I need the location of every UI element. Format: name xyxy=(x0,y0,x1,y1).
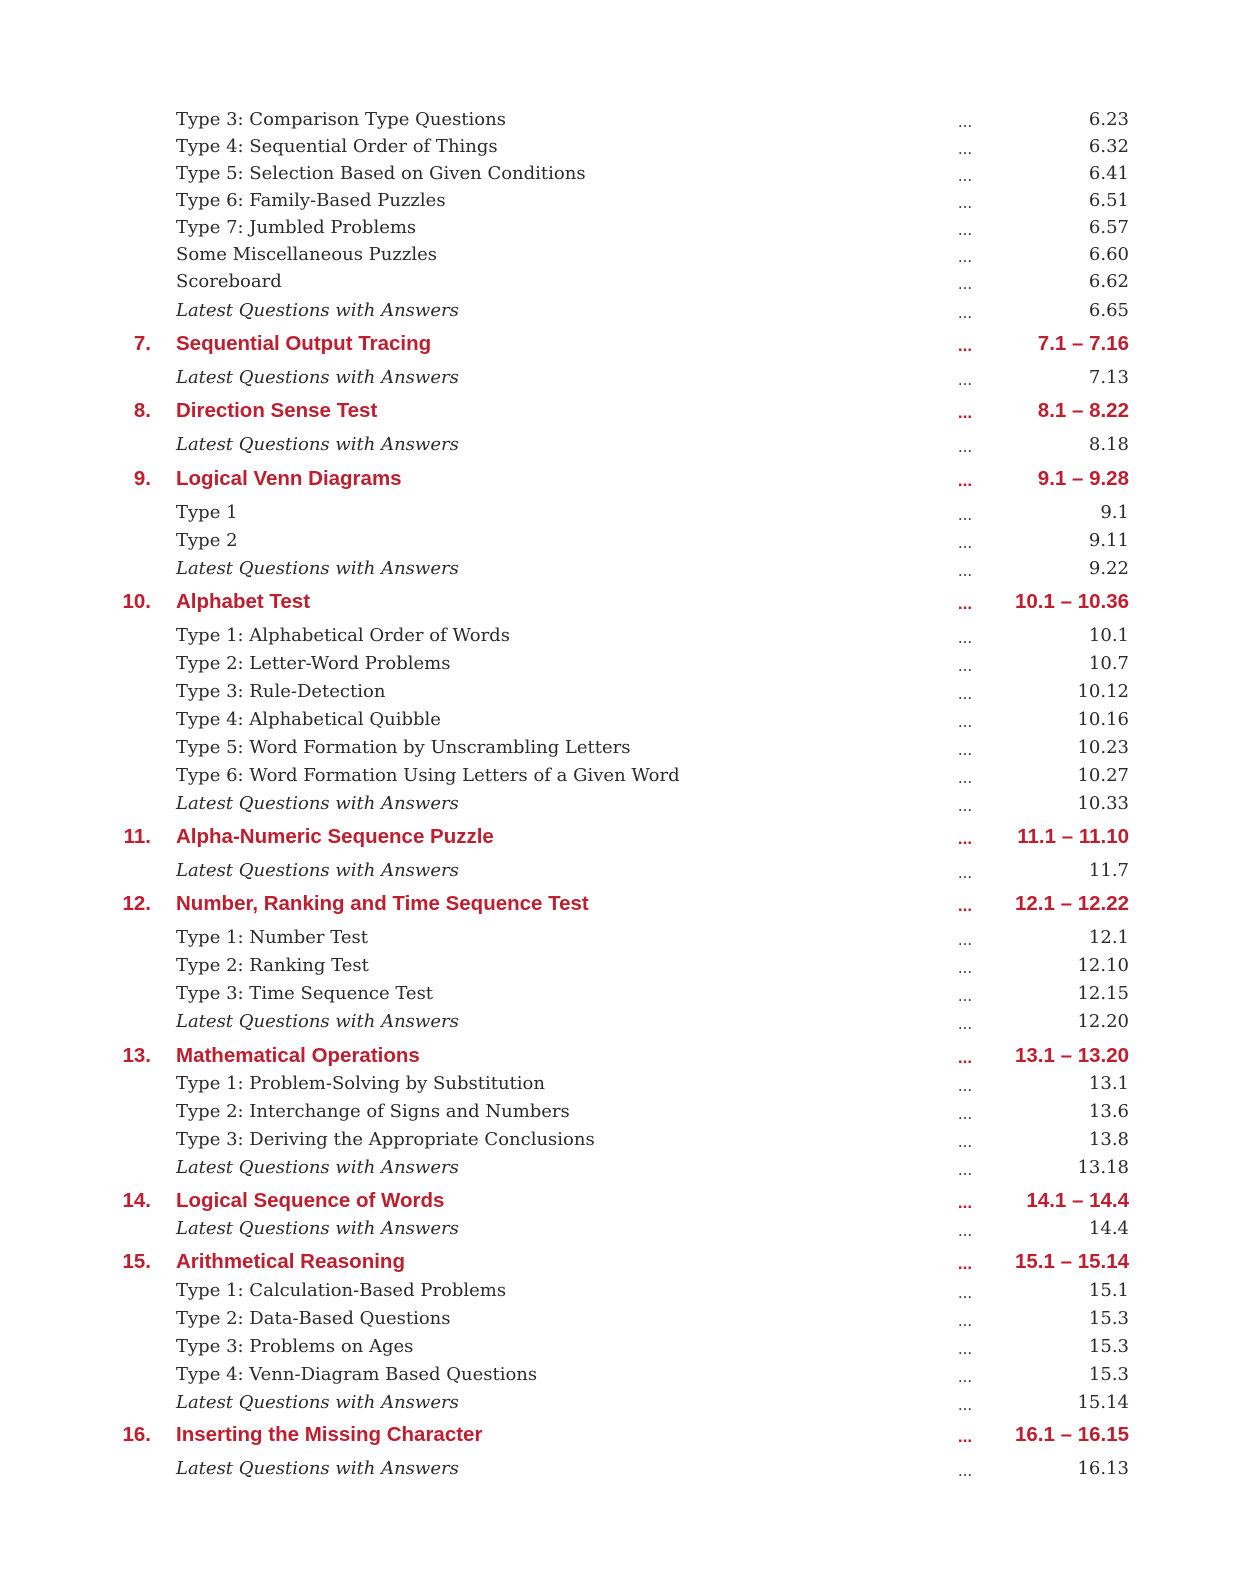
chapter-number: 10. xyxy=(122,590,151,613)
page-number: 13.1 xyxy=(1088,1073,1129,1094)
entry-title: Type 6: Family-Based Puzzles xyxy=(176,190,446,211)
leader-dots: ... xyxy=(957,741,973,759)
page-number: 10.16 xyxy=(1077,709,1129,730)
toc-entry-row xyxy=(0,857,1241,885)
entry-title: Type 2: Data-Based Questions xyxy=(176,1308,451,1329)
chapter-title: Arithmetical Reasoning xyxy=(176,1250,405,1273)
leader-dots: ... xyxy=(957,713,973,731)
page-number: 13.18 xyxy=(1077,1157,1129,1178)
leader-dots: ... xyxy=(957,336,973,355)
entry-title: Type 1: Problem-Solving by Substitution xyxy=(176,1073,545,1094)
entry-title: Type 1: Calculation-Based Problems xyxy=(176,1280,507,1301)
page-number: 12.20 xyxy=(1077,1011,1129,1032)
leader-dots: ... xyxy=(957,1222,973,1240)
entry-title: Type 1: Alphabetical Order of Words xyxy=(176,625,510,646)
entry-title: Type 5: Word Formation by Unscrambling Letters xyxy=(176,737,631,758)
leader-dots: ... xyxy=(957,1462,973,1480)
toc-chapter-row xyxy=(0,397,1241,425)
toc-entry-row xyxy=(0,268,1241,296)
toc-entry-row xyxy=(0,364,1241,392)
leader-dots: ... xyxy=(957,304,973,322)
page-range: 13.1 – 13.20 xyxy=(1015,1044,1129,1067)
toc-entry-row xyxy=(0,106,1241,134)
page-number: 6.23 xyxy=(1088,109,1129,130)
page-number: 10.23 xyxy=(1077,737,1129,758)
chapter-number: 9. xyxy=(133,467,151,490)
toc-entry-row xyxy=(0,924,1241,952)
leader-dots: ... xyxy=(957,896,973,915)
page-number: 9.22 xyxy=(1088,558,1129,579)
entry-title: Scoreboard xyxy=(176,271,282,292)
page-number: 13.6 xyxy=(1088,1101,1129,1122)
toc-entry-row xyxy=(0,952,1241,980)
entry-title: Latest Questions with Answers xyxy=(176,1011,459,1032)
leader-dots: ... xyxy=(957,959,973,977)
toc-entry-row xyxy=(0,1455,1241,1483)
chapter-number: 15. xyxy=(122,1250,151,1273)
page-number: 15.14 xyxy=(1077,1392,1129,1413)
toc-entry-row xyxy=(0,214,1241,242)
toc-entry-row xyxy=(0,1215,1241,1243)
leader-dots: ... xyxy=(957,797,973,815)
toc-entry-row xyxy=(0,160,1241,188)
toc-entry-row xyxy=(0,762,1241,790)
chapter-number: 13. xyxy=(122,1044,151,1067)
toc-entry-row xyxy=(0,1277,1241,1305)
page-range: 10.1 – 10.36 xyxy=(1015,590,1129,613)
entry-title: Latest Questions with Answers xyxy=(176,558,459,579)
entry-title: Type 3: Time Sequence Test xyxy=(176,983,434,1004)
page-number: 6.60 xyxy=(1088,244,1129,265)
toc-chapter-row xyxy=(0,1042,1241,1070)
page-range: 14.1 – 14.4 xyxy=(1026,1189,1129,1212)
page-number: 7.13 xyxy=(1088,367,1129,388)
toc-chapter-row xyxy=(0,1187,1241,1215)
entry-title: Type 3: Rule-Detection xyxy=(176,681,386,702)
chapter-title: Logical Venn Diagrams xyxy=(176,467,402,490)
toc-entry-row xyxy=(0,1098,1241,1126)
page-number: 10.33 xyxy=(1077,793,1129,814)
leader-dots: ... xyxy=(957,275,973,293)
toc-chapter-row xyxy=(0,890,1241,918)
entry-title: Type 4: Alphabetical Quibble xyxy=(176,709,441,730)
leader-dots: ... xyxy=(957,534,973,552)
chapter-title: Alpha-Numeric Sequence Puzzle xyxy=(176,825,494,848)
toc-chapter-row xyxy=(0,1248,1241,1276)
page-number: 10.12 xyxy=(1077,681,1129,702)
entry-title: Type 6: Word Formation Using Letters of a Given Word xyxy=(176,765,680,786)
page-number: 10.7 xyxy=(1088,653,1129,674)
leader-dots: ... xyxy=(957,657,973,675)
leader-dots: ... xyxy=(957,1077,973,1095)
leader-dots: ... xyxy=(957,1312,973,1330)
page-number: 15.3 xyxy=(1088,1308,1129,1329)
page-range: 7.1 – 7.16 xyxy=(1037,332,1129,355)
leader-dots: ... xyxy=(957,1254,973,1273)
leader-dots: ... xyxy=(957,506,973,524)
toc-entry-row xyxy=(0,1154,1241,1182)
page-range: 15.1 – 15.14 xyxy=(1015,1250,1129,1273)
entry-title: Some Miscellaneous Puzzles xyxy=(176,244,437,265)
leader-dots: ... xyxy=(957,167,973,185)
leader-dots: ... xyxy=(957,987,973,1005)
page-number: 16.13 xyxy=(1077,1458,1129,1479)
entry-title: Type 1 xyxy=(176,502,238,523)
leader-dots: ... xyxy=(957,864,973,882)
leader-dots: ... xyxy=(957,194,973,212)
leader-dots: ... xyxy=(957,248,973,266)
toc-entry-row xyxy=(0,790,1241,818)
entry-title: Type 5: Selection Based on Given Conditions xyxy=(176,163,586,184)
leader-dots: ... xyxy=(957,829,973,848)
chapter-title: Sequential Output Tracing xyxy=(176,332,432,355)
page-number: 12.10 xyxy=(1077,955,1129,976)
toc-entry-row xyxy=(0,1361,1241,1389)
toc-entry-row xyxy=(0,622,1241,650)
page-number: 6.57 xyxy=(1088,217,1129,238)
leader-dots: ... xyxy=(957,1427,973,1446)
toc-chapter-row xyxy=(0,330,1241,358)
leader-dots: ... xyxy=(957,221,973,239)
leader-dots: ... xyxy=(957,140,973,158)
chapter-number: 12. xyxy=(122,892,151,915)
page-number: 6.41 xyxy=(1088,163,1129,184)
entry-title: Type 3: Comparison Type Questions xyxy=(176,109,506,130)
page-number: 10.27 xyxy=(1077,765,1129,786)
page-number: 15.3 xyxy=(1088,1336,1129,1357)
leader-dots: ... xyxy=(957,629,973,647)
entry-title: Type 3: Problems on Ages xyxy=(176,1336,414,1357)
page-number: 6.32 xyxy=(1088,136,1129,157)
leader-dots: ... xyxy=(957,1133,973,1151)
entry-title: Latest Questions with Answers xyxy=(176,1392,459,1413)
entry-title: Latest Questions with Answers xyxy=(176,300,459,321)
page-range: 12.1 – 12.22 xyxy=(1015,892,1129,915)
page-number: 6.51 xyxy=(1088,190,1129,211)
page-number: 11.7 xyxy=(1088,860,1129,881)
chapter-number: 16. xyxy=(122,1423,151,1446)
toc-entry-row xyxy=(0,555,1241,583)
page-number: 15.1 xyxy=(1088,1280,1129,1301)
entry-title: Type 3: Deriving the Appropriate Conclusions xyxy=(176,1129,595,1150)
chapter-title: Inserting the Missing Character xyxy=(176,1423,483,1446)
page-number: 15.3 xyxy=(1088,1364,1129,1385)
toc-entry-row xyxy=(0,431,1241,459)
chapter-title: Alphabet Test xyxy=(176,590,311,613)
entry-title: Type 1: Number Test xyxy=(176,927,368,948)
toc-entry-row xyxy=(0,297,1241,325)
toc-entry-row xyxy=(0,678,1241,706)
entry-title: Latest Questions with Answers xyxy=(176,367,459,388)
toc-entry-row xyxy=(0,1008,1241,1036)
chapter-number: 11. xyxy=(123,825,151,848)
leader-dots: ... xyxy=(957,1105,973,1123)
toc-entry-row xyxy=(0,734,1241,762)
toc-entry-row xyxy=(0,1389,1241,1417)
page-number: 10.1 xyxy=(1088,625,1129,646)
entry-title: Latest Questions with Answers xyxy=(176,1157,459,1178)
leader-dots: ... xyxy=(957,769,973,787)
toc-chapter-row xyxy=(0,1421,1241,1449)
page-range: 11.1 – 11.10 xyxy=(1017,825,1129,848)
toc-chapter-row xyxy=(0,465,1241,493)
entry-title: Type 4: Sequential Order of Things xyxy=(176,136,498,157)
toc-entry-row xyxy=(0,1305,1241,1333)
page-range: 16.1 – 16.15 xyxy=(1015,1423,1129,1446)
chapter-title: Logical Sequence of Words xyxy=(176,1189,445,1212)
leader-dots: ... xyxy=(957,594,973,613)
page-range: 9.1 – 9.28 xyxy=(1037,467,1129,490)
chapter-title: Direction Sense Test xyxy=(176,399,378,422)
page-number: 9.11 xyxy=(1088,530,1129,551)
entry-title: Latest Questions with Answers xyxy=(176,860,459,881)
entry-title: Type 7: Jumbled Problems xyxy=(176,217,417,238)
toc-entry-row xyxy=(0,187,1241,215)
toc-entry-row xyxy=(0,1070,1241,1098)
entry-title: Type 2: Ranking Test xyxy=(176,955,369,976)
leader-dots: ... xyxy=(957,1193,973,1212)
entry-title: Latest Questions with Answers xyxy=(176,1218,459,1239)
toc-entry-row xyxy=(0,499,1241,527)
chapter-title: Mathematical Operations xyxy=(176,1044,420,1067)
leader-dots: ... xyxy=(957,1048,973,1067)
entry-title: Type 2: Letter-Word Problems xyxy=(176,653,451,674)
entry-title: Latest Questions with Answers xyxy=(176,434,459,455)
toc-entry-row xyxy=(0,241,1241,269)
page-number: 8.18 xyxy=(1088,434,1129,455)
leader-dots: ... xyxy=(957,1396,973,1414)
toc-entry-row xyxy=(0,650,1241,678)
toc-entry-row xyxy=(0,980,1241,1008)
page-number: 6.62 xyxy=(1088,271,1129,292)
leader-dots: ... xyxy=(957,113,973,131)
entry-title: Type 2 xyxy=(176,530,238,551)
leader-dots: ... xyxy=(957,562,973,580)
page-range: 8.1 – 8.22 xyxy=(1037,399,1129,422)
toc-entry-row xyxy=(0,527,1241,555)
toc-entry-row xyxy=(0,1126,1241,1154)
page-number: 12.15 xyxy=(1077,983,1129,1004)
leader-dots: ... xyxy=(957,371,973,389)
toc-entry-row xyxy=(0,706,1241,734)
toc-chapter-row xyxy=(0,588,1241,616)
toc-entry-row xyxy=(0,133,1241,161)
chapter-number: 14. xyxy=(122,1189,151,1212)
entry-title: Type 4: Venn-Diagram Based Questions xyxy=(176,1364,538,1385)
leader-dots: ... xyxy=(957,1015,973,1033)
page-number: 9.1 xyxy=(1100,502,1129,523)
page-number: 6.65 xyxy=(1088,300,1129,321)
chapter-title: Number, Ranking and Time Sequence Test xyxy=(176,892,589,915)
leader-dots: ... xyxy=(957,1368,973,1386)
leader-dots: ... xyxy=(957,438,973,456)
chapter-number: 7. xyxy=(133,332,151,355)
toc-entry-row xyxy=(0,1333,1241,1361)
leader-dots: ... xyxy=(957,1340,973,1358)
entry-title: Latest Questions with Answers xyxy=(176,1458,459,1479)
page-number: 13.8 xyxy=(1088,1129,1129,1150)
chapter-number: 8. xyxy=(133,399,151,422)
leader-dots: ... xyxy=(957,931,973,949)
leader-dots: ... xyxy=(957,685,973,703)
leader-dots: ... xyxy=(957,471,973,490)
leader-dots: ... xyxy=(957,403,973,422)
leader-dots: ... xyxy=(957,1284,973,1302)
entry-title: Type 2: Interchange of Signs and Numbers xyxy=(176,1101,570,1122)
page-number: 14.4 xyxy=(1088,1218,1129,1239)
leader-dots: ... xyxy=(957,1161,973,1179)
entry-title: Latest Questions with Answers xyxy=(176,793,459,814)
page-number: 12.1 xyxy=(1088,927,1129,948)
toc-chapter-row xyxy=(0,823,1241,851)
